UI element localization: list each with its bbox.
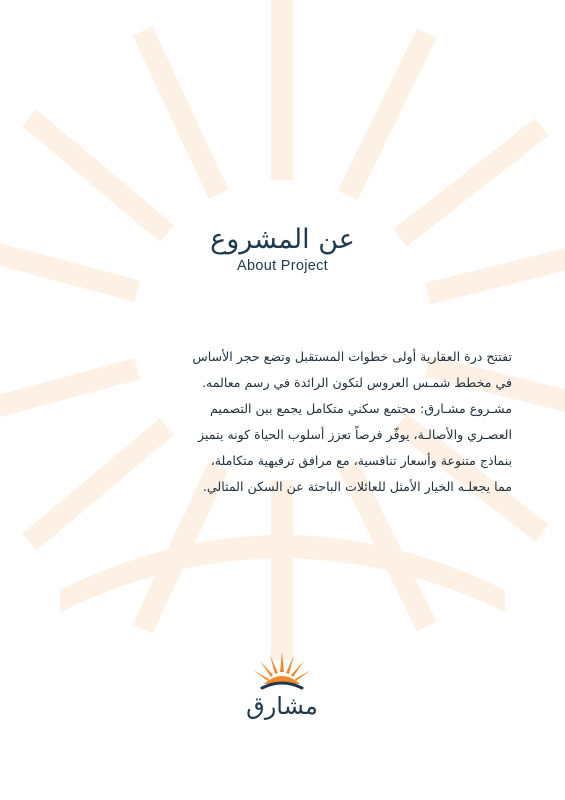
description-line: العصـري والأصالـة، يوفّر فرصاً تعزز أسلوب الحياة كونه يتميز [198, 427, 512, 442]
page-title-english: About Project [237, 258, 328, 274]
description-line: مما يجعلـه الخيار الأمثل للعائلات الباحثة عن السكن المثالي. [202, 479, 512, 494]
description-line: مشـروع مشـارق: مجتمع سكني متكامل يجمع بين التصميم [210, 401, 512, 416]
project-description [60, 344, 512, 500]
page-heading [0, 224, 565, 275]
description-line: في مخطط شمـس العروس لتكون الرائدة في رسم معالمه. [201, 375, 512, 390]
description-line: بنماذج متنوعة وأسعار تنافسية، مع مرافق ترفيهية متكاملة، [210, 453, 512, 468]
description-line: تفتتح درة العقارية أولى خطوات المستقبل وتضع حجر الأساس [192, 349, 512, 364]
brand-wordmark: مشارق [246, 692, 318, 720]
page-title-arabic: عن المشروع [210, 224, 355, 255]
